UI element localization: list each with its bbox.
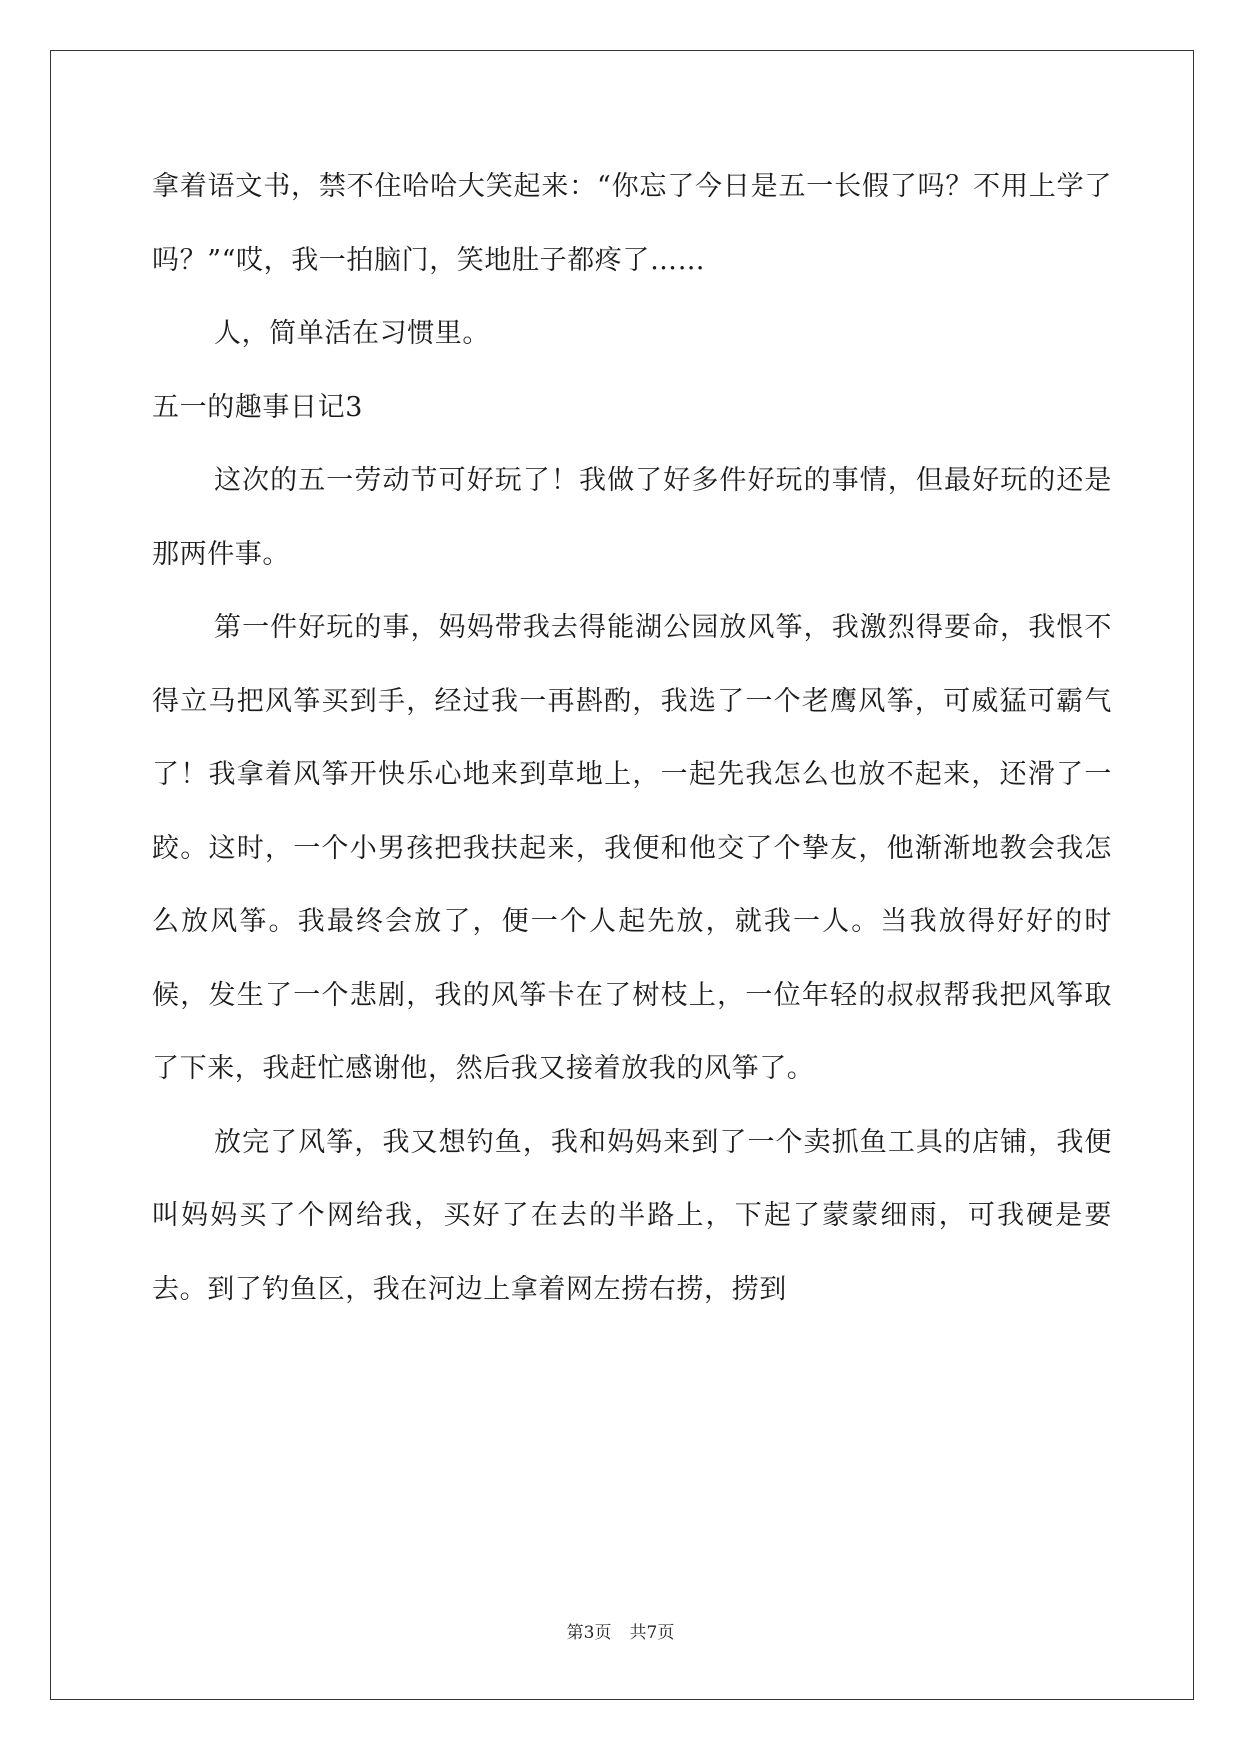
page-footer [0, 1618, 1241, 1643]
paragraph-intro: 这次的五一劳动节可好玩了！我做了好多件好玩的事情，但最好玩的还是那两件事。 [152, 465, 1112, 570]
page-total: 共7页 [629, 1623, 675, 1643]
paragraph-habit: 人，简单活在习惯里。 [214, 318, 490, 349]
paragraph-kite: 第一件好玩的事，妈妈带我去得能湖公园放风筝，我激烈得要命，我恨不得立马把风筝买到手，经过我一再斟酌，我选了一个老鹰风筝，可威猛可霸气了！我拿着风筝开快乐心地来到草地上，一起先我怎么也放不起来，还滑了一跤。这时，一个小男孩把我扶起来，我便和他交了个挚友，他渐渐地教会我怎么放风筝。我最终会放了，便一个人起先放，就我一人。当我放得好好的时候，发生了一个悲剧，我的风筝卡在了树枝上，一位年轻的叔叔帮我把风筝取了下来，我赶忙感谢他，然后我又接着放我的风筝了。 [152, 612, 1112, 1084]
page-number: 第3页 [566, 1623, 612, 1643]
section-title: 五一的趣事日记3 [152, 391, 363, 423]
paragraph-fishing: 放完了风筝，我又想钓鱼，我和妈妈来到了一个卖抓鱼工具的店铺，我便叫妈妈买了个网给我，买好了在去的半路上，下起了蒙蒙细雨，可我硬是要去。到了钓鱼区，我在河边上拿着网左捞右捞，捞到 [152, 1126, 1112, 1305]
document-body [152, 150, 1112, 1326]
paragraph-continued: 拿着语文书，禁不住哈哈大笑起来：“你忘了今日是五一长假了吗？不用上学了吗？”“哎，我一拍脑门，笑地肚子都疼了…… [152, 171, 1112, 276]
